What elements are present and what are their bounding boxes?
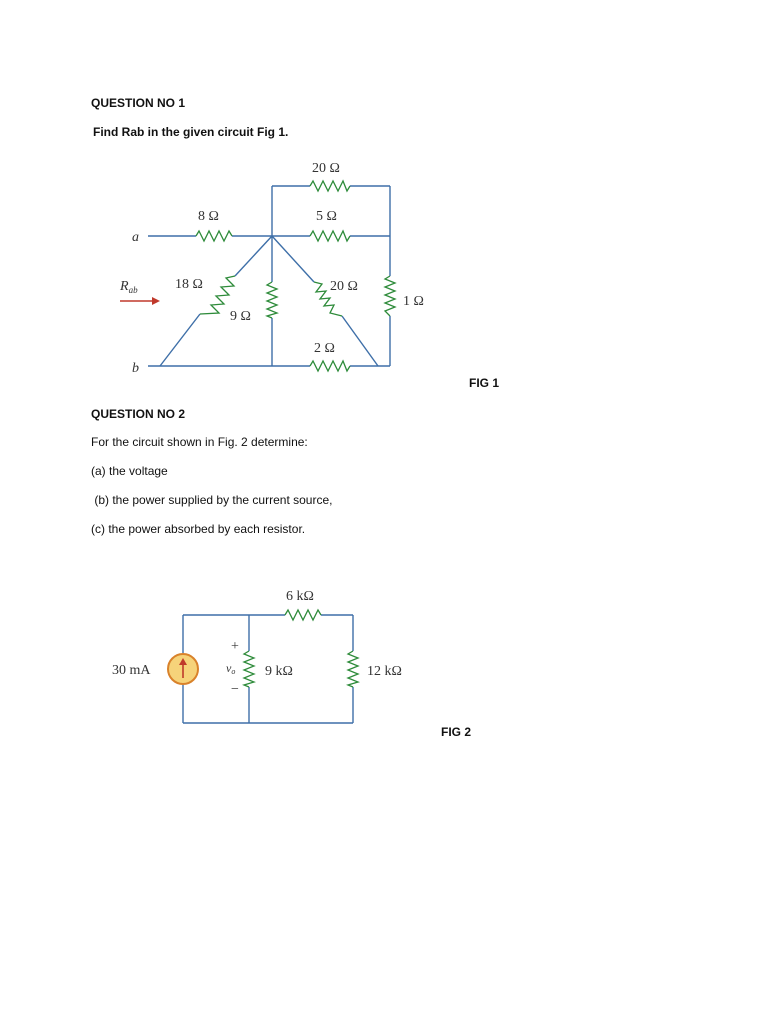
q2-part-b: (b) the power supplied by the current source, bbox=[91, 493, 333, 507]
label-r5: 5 Ω bbox=[316, 209, 337, 224]
resistor-9k bbox=[244, 651, 254, 687]
resistor-1 bbox=[385, 276, 395, 316]
figure-1-circuit bbox=[0, 0, 768, 400]
q2-part-c: (c) the power absorbed by each resistor. bbox=[91, 522, 306, 536]
q2-heading: QUESTION NO 2 bbox=[91, 407, 186, 421]
label-rab: $R_{ab}$ bbox=[120, 279, 138, 295]
fig2-resistors bbox=[244, 610, 358, 687]
resistor-20-top bbox=[310, 181, 350, 191]
label-r2: 2 Ω bbox=[314, 341, 335, 356]
label-r1: 1 Ω bbox=[403, 294, 424, 309]
resistor-9 bbox=[267, 282, 277, 318]
label-node-b: b bbox=[132, 361, 139, 376]
resistor-2 bbox=[310, 361, 350, 371]
q2-part-a: (a) the voltage bbox=[91, 464, 168, 478]
figure-2-circuit bbox=[0, 570, 768, 750]
rab-arrow bbox=[120, 297, 160, 305]
q1-prompt: Find Rab in the given circuit Fig 1. bbox=[93, 125, 289, 139]
q2-intro: For the circuit shown in Fig. 2 determine: bbox=[91, 435, 308, 449]
resistor-6k bbox=[285, 610, 321, 620]
label-node-a: a bbox=[132, 230, 139, 245]
fig1-caption: FIG 1 bbox=[469, 376, 500, 390]
label-r8: 8 Ω bbox=[198, 209, 219, 224]
label-plus: + bbox=[231, 639, 239, 654]
label-source: 30 mA bbox=[112, 663, 151, 678]
label-r9k: 9 kΩ bbox=[265, 664, 293, 679]
fig1-resistors bbox=[196, 181, 395, 371]
resistor-12k bbox=[348, 651, 358, 687]
resistor-8 bbox=[196, 231, 232, 241]
q1-heading: QUESTION NO 1 bbox=[91, 96, 186, 110]
fig2-caption: FIG 2 bbox=[441, 725, 472, 739]
fig1-wires bbox=[148, 186, 390, 366]
label-r20-top: 20 Ω bbox=[312, 161, 340, 176]
label-r6k: 6 kΩ bbox=[286, 589, 314, 604]
label-r18: 18 Ω bbox=[175, 277, 203, 292]
label-r20-diag: 20 Ω bbox=[330, 279, 358, 294]
label-r12k: 12 kΩ bbox=[367, 664, 402, 679]
label-vo: vo bbox=[226, 661, 236, 676]
label-r9: 9 Ω bbox=[230, 309, 251, 324]
label-minus: − bbox=[231, 682, 239, 697]
resistor-5 bbox=[310, 231, 350, 241]
current-source-icon bbox=[168, 654, 198, 684]
